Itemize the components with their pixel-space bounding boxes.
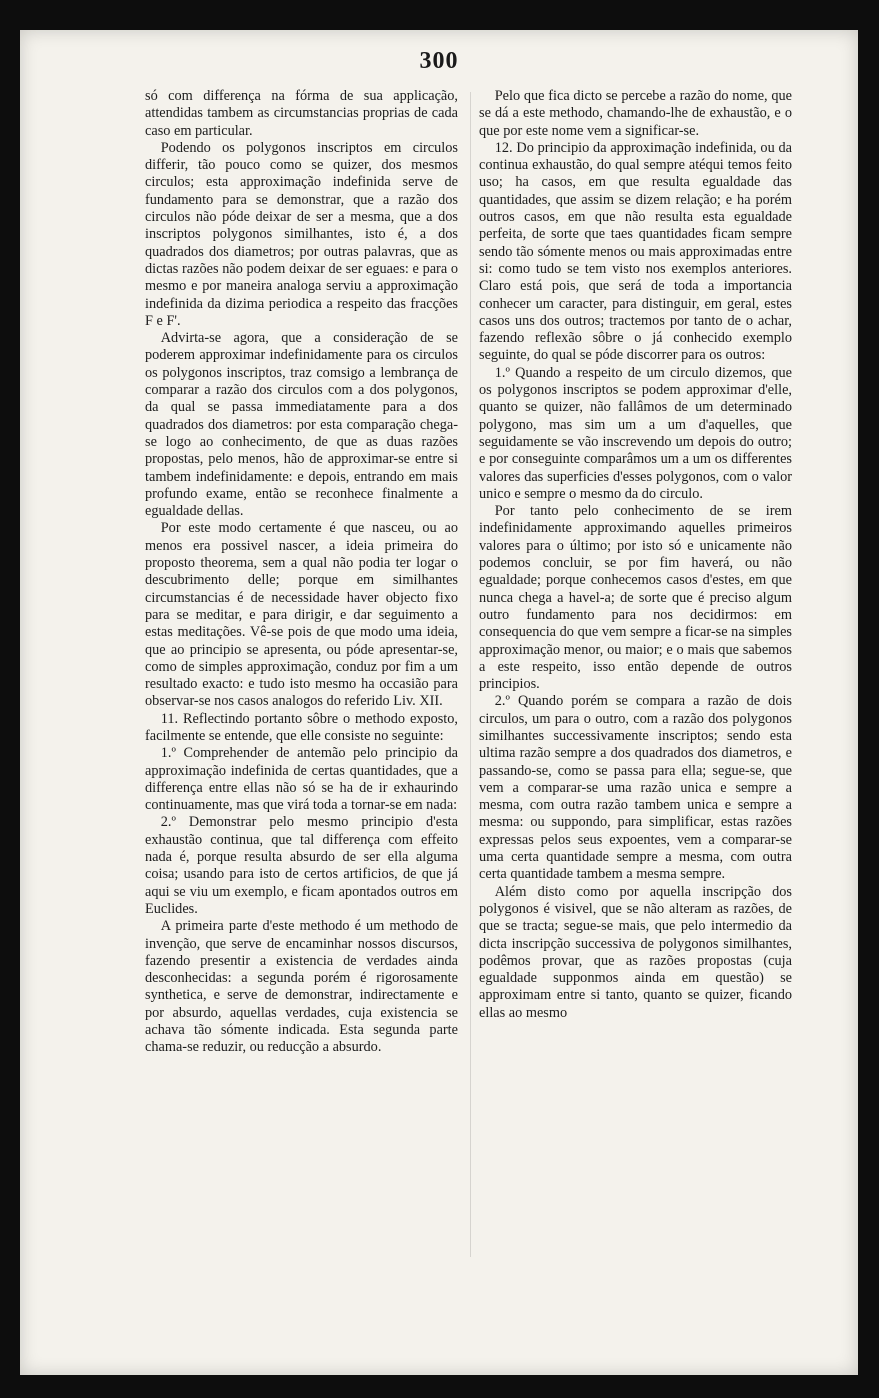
paragraph: A primeira parte d'este methodo é um methodo de invenção, que serve de encaminhar nossos discursos, fazendo presentir a existencia de verdades ainda desconhecidas: a segunda porém é rigorosamente synthetica, e serve de demonstrar, indirectamente e por absurdo, aquellas verdades, cuja existencia se achava tão sómente indicada. Esta segunda parte chama-se reduzir, ou reducção a absurdo.: [145, 918, 458, 1056]
paragraph: 11. Reflectindo portanto sôbre o methodo exposto, facilmente se entende, que elle consiste no seguinte:: [145, 710, 458, 744]
paragraph: Por tanto pelo conhecimento de se irem indefinidamente approximando aquelles primeiros valores para o último; por isto só e unicamente não podemos concluir, se por fim haverá, ou não egualdade; porque conhecemos casos d'estes, em que nunca chega a havel-a; de sorte que é preciso algum outro fundamento para nos decidirmos: em consequencia do que vem sempre a ficar-se na simples approximação menor, ou maior; e o mais que sabemos a este respeito, isso então depende de outros principios.: [479, 503, 792, 693]
paragraph: Pelo que fica dicto se percebe a razão do nome, que se dá a este methodo, chamando-lhe de exhaustão, e o que por este nome vem a significar-se.: [479, 88, 792, 139]
column-gutter: [470, 92, 471, 1257]
left-column: [145, 88, 458, 1057]
right-column: [479, 88, 792, 1022]
paragraph: 12. Do principio da approximação indefinida, ou da continua exhaustão, do qual sempre atéqui temos feito uso; ha casos, em que resulta egualdade das quantidades, que assim se dizem relação; e ha porém outros casos, em que não resulta esta egualdade perfeita, de sorte que taes quantidades ficam sempre sendo tão sómente menos ou mais approximadas entre si: como tudo se tem visto nos exemplos anteriores. Claro está pois, que será de toda a importancia conhecer um caracter, para distinguir, em geral, estes casos uns dos outros; tractemos por tanto de o achar, fazendo reflexão sôbre o já conhecido exemplo seguinte, do qual se póde discorrer para os outros:: [479, 139, 792, 364]
paragraph: 1.º Comprehender de antemão pelo principio da approximação indefinida de certas quantidades, que a differença entre ellas não só se ha de ir exhaurindo continuamente, mas que virá toda a tornar-se em nada:: [145, 745, 458, 814]
paragraph: 2.º Quando porém se compara a razão de dois circulos, um para o outro, com a razão dos polygonos similhantes successivamente inscriptos; sendo esta ultima razão sempre a dos quadrados dos diametros, e passando-se, como se passa para ella; segue-se, que vem a comparar-se uma razão unica e sempre a mesma, com outra razão tambem unica e sempre a mesma: ou suppondo, para simplificar, estas razões expressas pelos seus expoentes, vem a comparar-se uma certa quantidade sempre a mesma, com outra certa quantidade tambem a mesma sempre.: [479, 693, 792, 883]
paragraph: Advirta-se agora, que a consideração de se poderem approximar indefinidamente para os circulos os polygonos inscriptos, traz comsigo a lembrança de comparar a razão dos circulos com a dos polygonos, da qual se passa immediatamente para a dos quadrados dos diametros: por esta comparação chega-se logo ao conhecimento, de que as duas razões propostas, pelo menos, hão de approximar-se entre si tambem indefinidamente: e depois, entrando em mais profundo exame, então se reconhece finalmente a egualdade dellas.: [145, 330, 458, 520]
paragraph: Além disto como por aquella inscripção dos polygonos é visivel, que se não alteram as razões, de que se tracta; segue-se mais, que pelo intermedio da dicta inscripção successiva de polygonos similhantes, podêmos provar, que as razões propostas (cuja egualdade supponmos ainda em questão) se approximam entre si tanto, quanto se quizer, ficando ellas ao mesmo: [479, 883, 792, 1021]
paragraph: só com differença na fórma de sua applicação, attendidas tambem as circumstancias proprias de cada caso em particular.: [145, 88, 458, 139]
paragraph: 1.º Quando a respeito de um circulo dizemos, que os polygonos inscriptos se podem approximar d'elle, quanto se quizer, não fallâmos de um determinado polygono, mas sim um a um d'aquelles, que seguidamente se vão inscrevendo um depois do outro; e por conseguinte comparâmos um a um os differentes valores das superficies d'esses polygonos, com o valor unico e sempre o mesmo da do circulo.: [479, 364, 792, 502]
book-page: [20, 30, 858, 1375]
page-number: 300: [419, 48, 459, 74]
paragraph: 2.º Demonstrar pelo mesmo principio d'esta exhaustão continua, que tal differença com effeito nada é, porque resulta absurdo de ser ella alguma coisa; usando para isto de certos artificios, de que já aqui se viu um exemplo, e ficam apontados outros em Euclides.: [145, 814, 458, 917]
paragraph: Podendo os polygonos inscriptos em circulos differir, tão pouco como se quizer, dos mesmos circulos; esta approximação indefinida serve de fundamento para se demonstrar, que a razão dos circulos não póde deixar de ser a mesma, que a dos inscriptos polygonos similhantes, isto é, a dos quadrados dos diametros; por outras palavras, que as dictas razões não podem deixar de ser eguaes: e para o mesmo e por maneira analoga serviu a approximação indefinida da dizima periodica a respeito das fracções F e F'.: [145, 139, 458, 329]
paragraph: Por este modo certamente é que nasceu, ou ao menos era possivel nascer, a ideia primeira do proposto theorema, sem a qual não podia ter logar o descubrimento delle; porque em similhantes circumstancias é de necessidade haver objecto fixo para se meditar, e para dirigir, e dar seguimento a estas meditações. Vê-se pois de que modo uma ideia, que ao principio se apresenta, ou póde apresentar-se, como de simples approximação, conduz por fim a um resultado exacto: e tudo isto mesmo ha occasião para observar-se nos casos analogos do referido Liv. XII.: [145, 520, 458, 710]
